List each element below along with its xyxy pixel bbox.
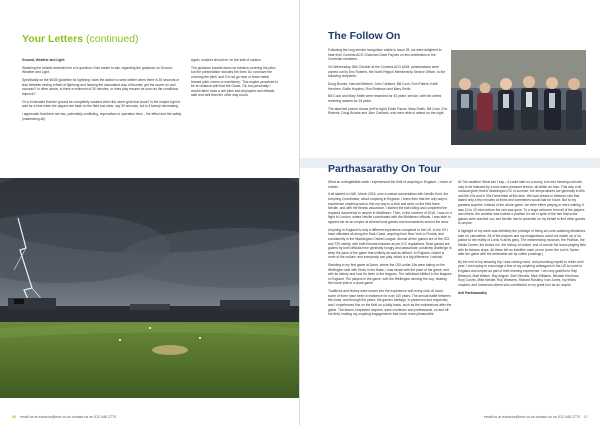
letters-title-main: Your Letters bbox=[22, 33, 84, 45]
footer-contact: email us at ecbacos@ecb.co.uk contact us on 012 446 2770 bbox=[20, 415, 117, 419]
follow-on-paragraph: Bill Cook and Mary Smith were rewarded for 40 years' service, with the others receiving awards for 25 years. bbox=[328, 94, 442, 103]
follow-on-paragraph: The attached picture shows (left to right) Eddie Payne, Mary Smith, Bill Cook, Eric Roberts, Doug Brooke and John Cartland, who were able to attend on the night. bbox=[328, 106, 448, 116]
letter-heading: Ground, Weather and Light bbox=[22, 58, 65, 62]
tour-paragraph: A highlight of my week was definitely the privilege of being at Lords watching Middlesex take on Lancashire. All of the pictures and my imaginations could not match up or do justice to the reality of Lords in all its glory. The mesmerizing museum, the Pavilion, the Media Centre, the Ashes urn, the history of cricket, and of course the iconic playing field with its famous slope. All these left an indelible mark on me (even the Lord's Tavern after the game with the delectable ale by coffee puddings.) bbox=[458, 229, 586, 257]
letter-paragraph: Watching the rainfall reminded me of a question I had meant to ask, regarding the guidance on Ground, Weather and Light. bbox=[22, 65, 173, 75]
follow-on-paragraph: Doug Brooke, Harvold Mitchell, John Cartland, Bill Cook, Ron Pullent, Keith Hendren, Eddie Hopkins, Ron Robinson and Mary Smith. bbox=[328, 81, 438, 91]
tour-paragraph: At The weather! What can I say – it could start on a sunny, turn into freezing cold rain, only to be followed by a nice warm pleasant breeze, all within an hour. This was a bit unusual given that in Washington DC in summer, the temperatures are generally in 80s and the 20s and in 90s Fahrenheit at this time. We took breaks in between rain that lasted only a few minutes at times and sometimes would last for hours. But to my greatest surprise, instead of the whole game, we were either playing or were waiting. It was 10 to 20 mins before the rain was gone. To a huge welcome from all of the players and others, the weather was indeed a positive for me in spite of the fact that some games were washed out, and Neville had to scramble on my behalf to find other games to umpire. bbox=[458, 180, 586, 226]
letters-column-1 bbox=[22, 58, 184, 124]
tour-paragraph: What an unforgettable week I experienced the thrill of umpiring in England – home of cricket. bbox=[328, 180, 452, 189]
left-page-footer bbox=[12, 415, 116, 419]
letters-column-2 bbox=[191, 58, 279, 101]
tour-column-1 bbox=[328, 180, 452, 320]
tour-paragraph: Traditions and history were woven into the experience with every club. At lunch, some of them have been in existence for over 100 years. The annual battle between the clubs, and through the years, the game's heritage, is preserved and respected, and I experienced this on the field on a daily basis, such as the celebrations after the game. The teams, respected umpires, were courteous and professional, on and off the field, making my umpiring engagements that much more pleasurable. bbox=[328, 289, 452, 317]
storm-over-cricket-ground-photo bbox=[0, 178, 300, 398]
letter-paragraph: Again, umpires should err on the side of caution. bbox=[191, 58, 262, 62]
letters-section-title bbox=[22, 33, 139, 45]
page-number: 27 bbox=[584, 415, 588, 419]
letter-paragraph: I appreciate that there are two, potentially conflicting, imperatives in operation here – the effect and the safety (maximising all). bbox=[22, 112, 182, 121]
follow-on-title: The Follow On bbox=[328, 30, 401, 42]
follow-on-paragraph: Following the long service recognition article in issue 25, we were delighted to hear from Cumbria ACO Chairman Dave Paynes on this celebration in the Cumbrian members. bbox=[328, 48, 442, 62]
footer-contact: email us at ecbacos@ecb.co.uk contact us on 012 446 2770 bbox=[483, 415, 580, 419]
follow-on-paragraph: On Wednesday 26th October at the Cumbria ACO AGM, presentations were carried out by Eric Roberts, the North Region Membership Service Officer, to the following recipients: bbox=[328, 64, 446, 79]
tour-column-2 bbox=[458, 180, 586, 298]
letter-paragraph: Or is it intended that the ground be completely vacated when the storm gets that close? Is the umpire right to wait for a time when the players are back on the field and clear, say 30 seconds, but is it twenty decreasing. bbox=[22, 99, 181, 109]
tour-paragraph: Umpiring in England is truly a different experience compared to the US. In the US I have officiated all along the East Coast, umpiring from New York to Florida, and consistently in the Washington Cricket League. Almost all the games are of the ODI and T20 variety, with both formats followed as per ICC regulations. Most games are guided by both officials from generally hungry and passionate, positively challenge to keep the pace of the game that unlikely as wall as difficult. In England, cricket is more of the culture; and everybody can play, which is a big difference I noticed. bbox=[328, 227, 452, 260]
tour-paragraph: It all started in UAE, March 2016, over a casual conversation with Neville Kent, the Umpiring Coordinator, about umpiring in England. I knew then that the only way to experience umpiring was to find my way to a club and work on the field there. Neville, and with the fitness assurance, I started the ball rolling and completed the required documents to umpire in Middlesex. Then, in the summer of 2016, I was on a flight to London, where Neville coordinated with the Middlesex officials. I was able to appoint me as an umpire at several local games and tournaments around the area. bbox=[328, 192, 452, 224]
letter-paragraph: Specifically on the 50/30 guideline for lightning: does the advice to seek shelter when there is 30 seconds or less between seeing a flash of lightning and hearing the associated clap of thunder, get the scorer on and excused? In other words, is there a minimum of 30 minutes, or does play resume as soon as the conditions improve? bbox=[22, 78, 180, 96]
letter-paragraph: The guidance booklet does not mention covering the pitch but the presentation includes the lines 'Do not leave the covering the pitch' and 'Do not go near or leave metal framed pitch covers or machinery'. This maybe perceived to be at variance with that the Game. Ok, but personally I would rather have a wet pitch and all players and officials safe and well than the other way round. bbox=[191, 65, 279, 98]
letters-title-sub: (continued) bbox=[86, 33, 139, 45]
award-recipients-group-photo bbox=[451, 50, 586, 145]
page-number: 26 bbox=[12, 415, 16, 419]
tour-paragraph: Standing in my first game at Acton, where the ODI-under-15s were taking on the Wellington side with Hicks in the finals, I was struck with the pace of the game, and with its history and how it's been in the leagues. The individual fulfilled in the leagues in England. The players in the game, with the Wellington winning the cup, beating the home side in a close game. bbox=[328, 263, 452, 286]
tour-title: Parthasarathy On Tour bbox=[328, 163, 441, 175]
right-page-footer bbox=[484, 415, 588, 419]
tour-author: Anil Parthasarathy bbox=[458, 290, 488, 295]
follow-on-column bbox=[328, 48, 448, 119]
tour-paragraph: By the end of my amazing trip I was coming more, and promising myself to return next year, I am hoping to encourage a few of my umpiring colleagues in the US to come to England and umpire as part of their learning experience. I am very grateful to Ray Belwood, Matt Walton, Ray Angrax, Bob Vikrulds, Mick Williams, Michael Herriman, Rory Courts, Mike Neville, Roy Weavers, Richard Rushley, Ivan Jones, my fellow umpires, and numerous others who contributed to my great tour as an umpire. bbox=[458, 259, 584, 287]
